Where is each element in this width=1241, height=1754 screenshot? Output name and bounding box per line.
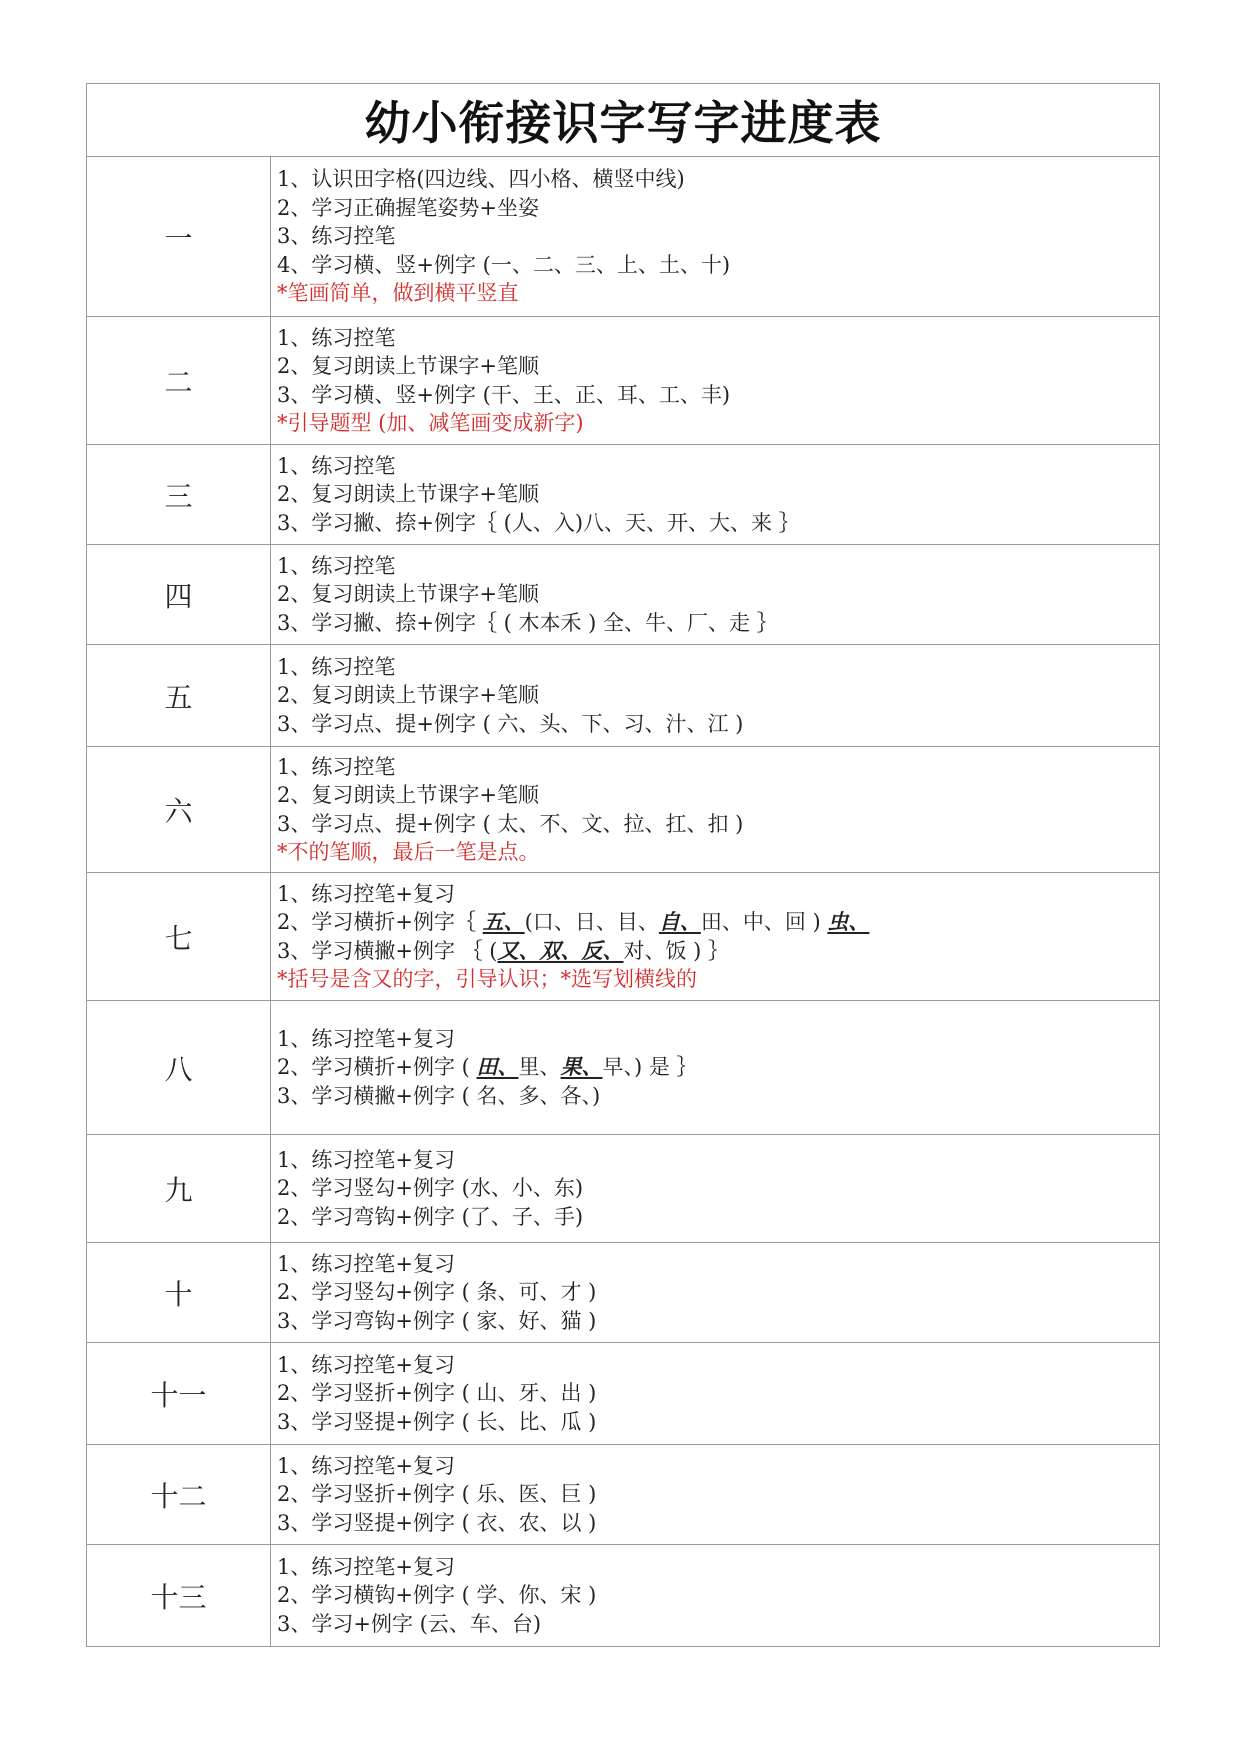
page-title: 幼小衔接识字写字进度表 xyxy=(87,84,1160,157)
lesson-content xyxy=(271,157,1160,317)
lesson-line: 2、学习竖折+例字 ( 山、牙、出 ) xyxy=(277,1381,597,1406)
lesson-number: 六 xyxy=(87,747,271,873)
line-segment: 田、中、回 ) xyxy=(700,910,828,934)
lesson-line xyxy=(277,908,1159,937)
lesson-number: 八 xyxy=(87,1001,271,1135)
lesson-row xyxy=(87,1001,1160,1135)
highlighted-character: 自、 xyxy=(658,909,701,934)
lesson-number: 三 xyxy=(87,445,271,545)
lesson-row xyxy=(87,747,1160,873)
lesson-content xyxy=(271,1545,1160,1647)
lesson-row xyxy=(87,1135,1160,1243)
lesson-content xyxy=(271,1445,1160,1545)
lesson-content xyxy=(271,747,1160,873)
lesson-content xyxy=(271,317,1160,445)
lesson-line: 2、学习竖折+例字 ( 乐、医、巨 ) xyxy=(277,1482,597,1507)
lesson-number: 十 xyxy=(87,1243,271,1343)
lesson-line: 1、练习控笔 xyxy=(277,553,396,578)
lesson-number: 一 xyxy=(87,157,271,317)
lesson-line: 2、学习正确握笔姿势+坐姿 xyxy=(277,195,539,220)
lesson-line: 1、练习控笔 xyxy=(277,754,396,779)
lesson-line: 1、练习控笔+复习 xyxy=(277,1147,455,1172)
lesson-line: 2、复习朗读上节课字+笔顺 xyxy=(277,683,539,708)
lesson-row xyxy=(87,645,1160,747)
lesson-content xyxy=(271,1001,1160,1135)
lesson-line: 3、学习撇、捺+例字｛ (人、入)八、天、开、大、来 ｝ xyxy=(277,510,800,535)
lesson-row xyxy=(87,317,1160,445)
lesson-number: 四 xyxy=(87,545,271,645)
lesson-content xyxy=(271,873,1160,1001)
lesson-line: 3、学习竖提+例字 ( 衣、农、以 ) xyxy=(277,1510,597,1535)
lesson-line: 3、学习点、提+例字 ( 太、不、文、拉、扛、扣 ) xyxy=(277,811,744,836)
lesson-content xyxy=(271,1243,1160,1343)
line-segment: 3、学习横撇+例字 ｛ ( xyxy=(277,938,498,963)
lesson-line: 3、学习点、提+例字 ( 六、头、下、习、汁、江 ) xyxy=(277,711,744,736)
lesson-line: 2、学习竖勾+例字 (水、小、东) xyxy=(277,1176,584,1201)
lesson-line xyxy=(277,1053,1159,1082)
lesson-number: 七 xyxy=(87,873,271,1001)
lesson-row xyxy=(87,157,1160,317)
lesson-line: 3、学习撇、捺+例字｛ ( 木本禾 ) 全、牛、厂、走 ｝ xyxy=(277,610,778,635)
line-segment: 里、 xyxy=(518,1055,561,1080)
lesson-content xyxy=(271,645,1160,747)
lesson-line: 3、学习竖提+例字 ( 长、比、瓜 ) xyxy=(277,1409,597,1434)
lesson-line: 1、练习控笔+复习 xyxy=(277,1453,455,1478)
line-segment: *括号是含又的字，引导认识；*选写划横线的 xyxy=(277,967,697,991)
lesson-content xyxy=(271,1343,1160,1445)
line-segment: 3、学习横撇+例字 ( 名、多、各、) xyxy=(277,1083,601,1108)
lesson-note xyxy=(277,965,1159,994)
lesson-number: 十三 xyxy=(87,1545,271,1647)
line-segment: 2、学习横折+例字｛ xyxy=(277,910,483,934)
lesson-line: 2、复习朗读上节课字+笔顺 xyxy=(277,582,539,607)
lesson-line: 1、认识田字格(四边线、四小格、横竖中线) xyxy=(277,167,685,192)
lesson-row xyxy=(87,1545,1160,1647)
lesson-line: 4、学习横、竖+例字 (一、二、三、上、土、十) xyxy=(277,252,731,277)
schedule-table xyxy=(86,83,1160,1647)
lesson-line: 3、练习控笔 xyxy=(277,224,396,249)
highlighted-character: 五、 xyxy=(482,909,525,934)
lesson-row xyxy=(87,445,1160,545)
lesson-line: 2、学习弯钩+例字 (了、子、手) xyxy=(277,1204,584,1229)
highlighted-character: 又、双、反、 xyxy=(497,937,624,963)
lesson-number: 九 xyxy=(87,1135,271,1243)
line-segment: 早、) 是 ｝ xyxy=(602,1055,698,1080)
lesson-line: 2、学习竖勾+例字 ( 条、可、才 ) xyxy=(277,1280,597,1305)
lesson-note: *不的笔顺，最后一笔是点。 xyxy=(277,840,540,864)
lesson-row xyxy=(87,545,1160,645)
title-row xyxy=(87,84,1160,157)
lesson-line: 2、复习朗读上节课字+笔顺 xyxy=(277,354,539,378)
lesson-content xyxy=(271,445,1160,545)
line-segment: 1、练习控笔+复习 xyxy=(277,881,455,906)
lesson-line xyxy=(277,1025,1159,1054)
lesson-line xyxy=(277,1082,1159,1111)
lesson-line: 1、练习控笔+复习 xyxy=(277,1352,455,1377)
line-segment: 对、饭 ) ｝ xyxy=(623,938,730,963)
lesson-content xyxy=(271,1135,1160,1243)
lesson-line: 2、复习朗读上节课字+笔顺 xyxy=(277,783,539,807)
lesson-line xyxy=(277,937,1159,966)
line-segment: (口、日、目、 xyxy=(524,910,659,934)
lesson-line: 1、练习控笔+复习 xyxy=(277,1554,455,1579)
lesson-row xyxy=(87,1243,1160,1343)
line-segment: 1、练习控笔+复习 xyxy=(277,1026,455,1051)
highlighted-character: 田、 xyxy=(476,1054,519,1080)
lesson-line: 1、练习控笔+复习 xyxy=(277,1251,455,1276)
lesson-number: 五 xyxy=(87,645,271,747)
highlighted-character: 果、 xyxy=(560,1054,603,1080)
lesson-line: 3、学习+例字 (云、车、台) xyxy=(277,1611,542,1636)
lesson-number: 二 xyxy=(87,317,271,445)
lesson-line: 2、学习横钩+例字 ( 学、你、宋 ) xyxy=(277,1583,597,1608)
lesson-row xyxy=(87,1343,1160,1445)
lesson-line: 3、学习弯钩+例字 ( 家、好、猫 ) xyxy=(277,1308,597,1333)
lesson-note: *笔画简单，做到横平竖直 xyxy=(277,281,519,306)
lesson-line: 1、练习控笔 xyxy=(277,325,396,350)
lesson-line: 3、学习横、竖+例字 (干、王、正、耳、工、丰) xyxy=(277,382,731,407)
line-segment: 2、学习横折+例字 ( xyxy=(277,1055,477,1080)
highlighted-character: 虫、 xyxy=(827,909,870,934)
lesson-note: *引导题型 (加、减笔画变成新字) xyxy=(277,411,584,435)
lesson-number: 十二 xyxy=(87,1445,271,1545)
lesson-row xyxy=(87,873,1160,1001)
lesson-row xyxy=(87,1445,1160,1545)
lesson-line: 2、复习朗读上节课字+笔顺 xyxy=(277,482,539,507)
lesson-line xyxy=(277,880,1159,909)
lesson-line: 1、练习控笔 xyxy=(277,654,396,679)
lesson-content xyxy=(271,545,1160,645)
lesson-line: 1、练习控笔 xyxy=(277,453,396,478)
lesson-number: 十一 xyxy=(87,1343,271,1445)
